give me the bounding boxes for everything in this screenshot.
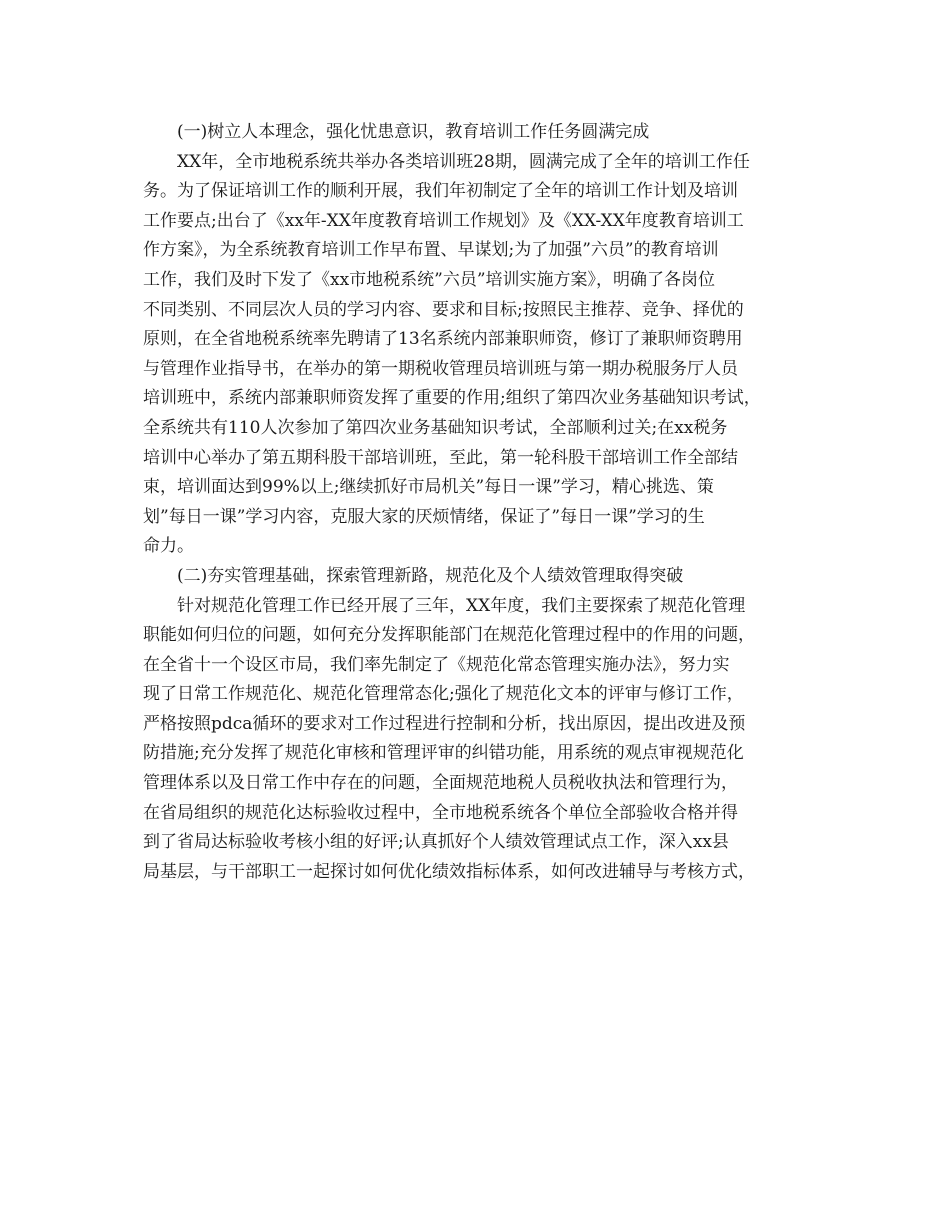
paragraph-line: 职能如何归位的问题，如何充分发挥职能部门在规范化管理过程中的作用的问题， (143, 625, 755, 646)
paragraph-line: 培训班中，系统内部兼职师资发挥了重要的作用;组织了第四次业务基础知识考试， (143, 388, 761, 409)
paragraph-first-line: XX年，全市地税系统共举办各类培训班28期，圆满完成了全年的培训工作任 (177, 151, 750, 172)
paragraph-line: 划”每日一课”学习内容，克服大家的厌烦情绪，保证了”每日一课”学习的生 (143, 506, 705, 527)
paragraph-line: 不同类别、不同层次人员的学习内容、要求和目标;按照民主推荐、竞争、择优的 (143, 299, 744, 320)
paragraph-first-line: (二)夯实管理基础，探索管理新路，规范化及个人绩效管理取得突破 (177, 565, 684, 586)
paragraph-line: 工作，我们及时下发了《xx市地税系统”六员”培训实施方案》，明确了各岗位 (143, 269, 716, 290)
paragraph-line: 原则，在全省地税系统率先聘请了13名系统内部兼职师资，修订了兼职师资聘用 (143, 329, 743, 350)
paragraph-line: 命力。 (143, 536, 194, 557)
paragraph-line: 局基层，与干部职工一起探讨如何优化绩效指标体系，如何改进辅导与考核方式， (143, 861, 755, 882)
paragraph-first-line: 针对规范化管理工作已经开展了三年，XX年度，我们主要探索了规范化管理 (177, 595, 746, 616)
paragraph-line: 作方案》，为全系统教育培训工作早布置、早谋划;为了加强”六员”的教育培训 (143, 240, 719, 261)
paragraph-line: 在全省十一个设区市局，我们率先制定了《规范化常态管理实施办法》，努力实 (143, 654, 730, 675)
paragraph-line: 防措施;充分发挥了规范化审核和管理评审的纠错功能，用系统的观点审视规范化 (143, 743, 744, 764)
document-body (143, 118, 815, 887)
paragraph-first-line: (一)树立人本理念，强化忧患意识，教育培训工作任务圆满完成 (177, 122, 650, 142)
paragraph-line: 务。为了保证培训工作的顺利开展，我们年初制定了全年的培训工作计划及培训 (143, 181, 738, 202)
paragraph-line: 到了省局达标验收考核小组的好评;认真抓好个人绩效管理试点工作，深入xx县 (143, 832, 729, 853)
paragraph-line: 培训中心举办了第五期科股干部培训班，至此，第一轮科股干部培训工作全部结 (143, 447, 738, 468)
paragraph-line: 严格按照pdca循环的要求对工作过程进行控制和分析，找出原因，提出改进及预 (143, 713, 746, 734)
paragraph-line: 管理体系以及日常工作中存在的问题，全面规范地税人员税收执法和管理行为， (143, 773, 738, 794)
paragraph-line: 全系统共有110人次参加了第四次业务基础知识考试，全部顺利过关;在xx税务 (143, 417, 728, 438)
paragraph-line: 在省局组织的规范化达标验收过程中，全市地税系统各个单位全部验收合格并得 (143, 802, 738, 823)
paragraph-line: 现了日常工作规范化、规范化管理常态化;强化了规范化文本的评审与修订工作， (143, 684, 744, 705)
paragraph-line: 与管理作业指导书，在举办的第一期税收管理员培训班与第一期办税服务厅人员 (143, 358, 738, 379)
paragraph-line: 束，培训面达到99%以上;继续抓好市局机关”每日一课”学习，精心挑选、策 (143, 477, 714, 498)
paragraph-line: 工作要点;出台了《xx年-XX年度教育培训工作规划》及《XX-XX年度教育培训工 (143, 210, 744, 231)
